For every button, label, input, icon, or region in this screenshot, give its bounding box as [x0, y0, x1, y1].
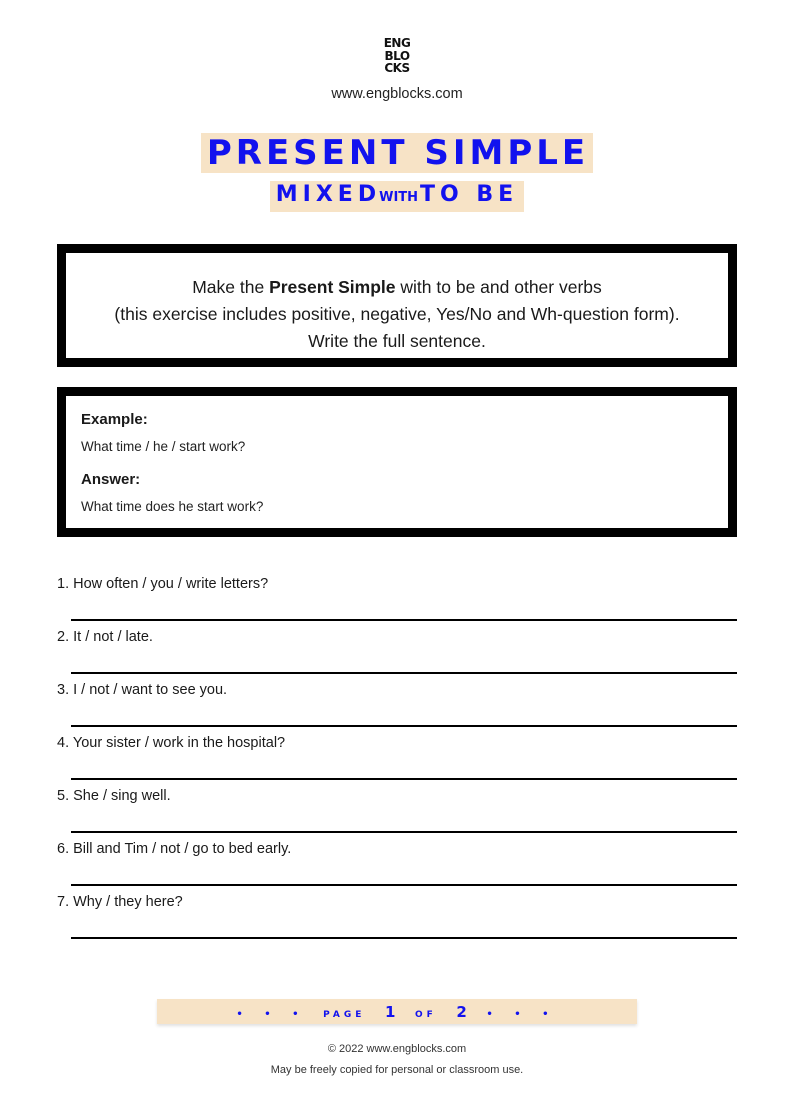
pager-dots-right: • • • — [486, 1009, 558, 1020]
answer-line[interactable] — [71, 937, 737, 939]
page-subtitle — [270, 181, 524, 212]
instructions-text: with to be and other verbs — [395, 277, 602, 297]
copyright: © 2022 www.engblocks.com — [327, 1043, 467, 1055]
answer-label: Answer: — [81, 471, 141, 488]
engblocks-logo — [0, 37, 794, 75]
subtitle-wrap — [0, 181, 794, 212]
subtitle-part2: TO BE — [420, 182, 519, 207]
question-text: 3. I / not / want to see you. — [57, 682, 228, 698]
pager-total: 2 — [456, 1003, 467, 1021]
site-url[interactable]: www.engblocks.com — [331, 86, 463, 102]
question-item — [57, 780, 737, 833]
logo-line: BLO — [384, 48, 410, 63]
example-box — [57, 387, 737, 537]
pager-of-label: OF — [415, 1010, 437, 1020]
pager-dots-left: • • • — [236, 1009, 308, 1020]
question-text: 5. She / sing well. — [57, 788, 171, 804]
question-text: 1. How often / you / write letters? — [57, 576, 269, 592]
question-item — [57, 833, 737, 886]
instructions-bold: Present Simple — [269, 277, 396, 297]
question-item — [57, 621, 737, 674]
question-item — [57, 886, 737, 939]
instructions-text: Make the — [192, 277, 270, 297]
subtitle-part1: MIXED — [275, 182, 382, 207]
question-text: 2. It / not / late. — [57, 629, 153, 645]
instructions-line-1 — [66, 274, 728, 301]
pager-page-label: PAGE — [323, 1010, 366, 1020]
page-title: PRESENT SIMPLE — [201, 133, 593, 173]
question-item — [57, 568, 737, 621]
page-indicator — [157, 999, 637, 1024]
instructions-line-2: (this exercise includes positive, negative, Yes/No and Wh-question form). — [114, 304, 680, 324]
answer-text: What time does he start work? — [81, 499, 264, 514]
example-label: Example: — [81, 411, 148, 428]
logo-line: ENG — [383, 36, 411, 50]
instructions-box — [57, 244, 737, 367]
subtitle-with: WITH — [379, 190, 419, 205]
question-text: 6. Bill and Tim / not / go to bed early. — [57, 841, 292, 857]
pager-current: 1 — [385, 1003, 396, 1021]
example-text: What time / he / start work? — [81, 439, 246, 454]
instructions-line-3: Write the full sentence. — [308, 331, 486, 351]
question-list — [57, 568, 737, 939]
usage-note: May be freely copied for personal or classroom use. — [270, 1064, 524, 1076]
question-text: 7. Why / they here? — [57, 894, 183, 910]
question-item — [57, 727, 737, 780]
question-item — [57, 674, 737, 727]
logo-line: CKS — [384, 61, 410, 75]
title-wrap — [0, 133, 794, 173]
question-text: 4. Your sister / work in the hospital? — [57, 735, 286, 751]
